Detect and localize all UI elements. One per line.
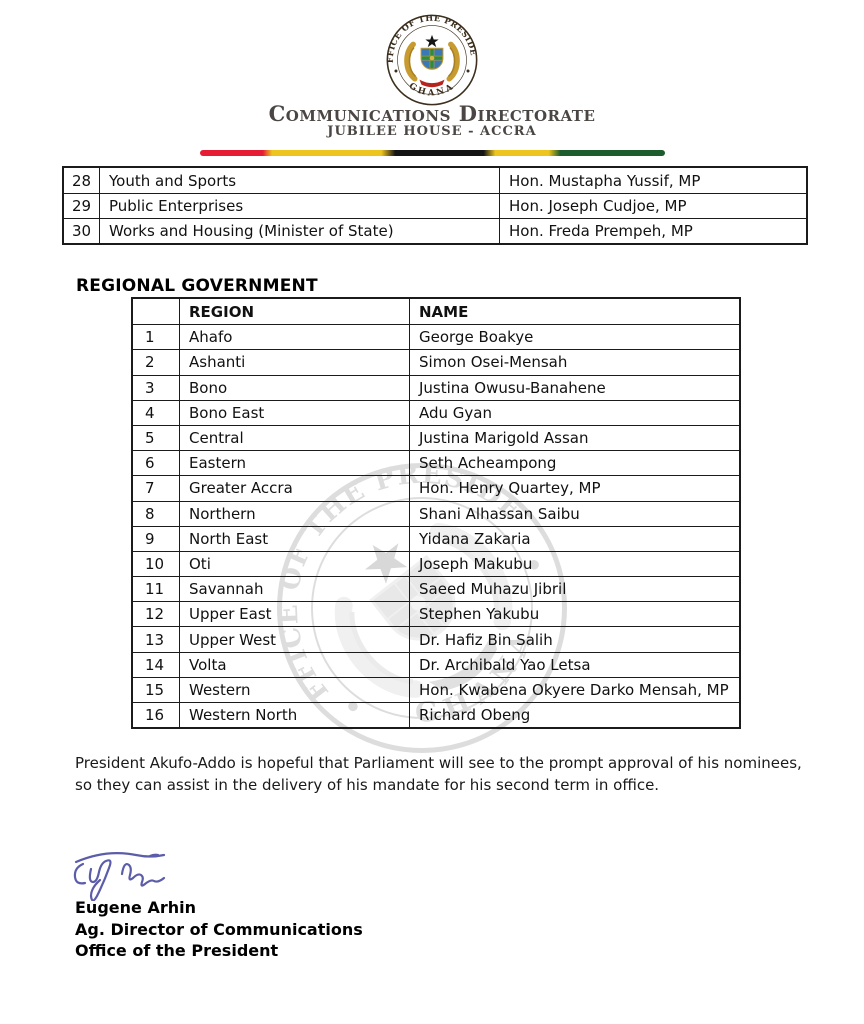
regional-region: Western (179, 677, 409, 702)
minister-portfolio: Youth and Sports (99, 168, 499, 193)
regional-ministers-table (131, 297, 741, 729)
regional-header-number (133, 299, 179, 324)
minister-row-number: 30 (64, 218, 99, 243)
regional-row-number: 8 (133, 501, 179, 526)
signature-ink (75, 853, 164, 900)
regional-region: Western North (179, 702, 409, 727)
regional-minister-name: Seth Acheampong (409, 450, 739, 475)
regional-minister-name: Dr. Archibald Yao Letsa (409, 652, 739, 677)
regional-row-number: 6 (133, 450, 179, 475)
minister-portfolio: Works and Housing (Minister of State) (99, 218, 499, 243)
minister-row-number: 29 (64, 193, 99, 218)
minister-portfolio: Public Enterprises (99, 193, 499, 218)
signoff-name: Eugene Arhin (75, 898, 196, 917)
regional-region: Bono (179, 375, 409, 400)
regional-row-number: 9 (133, 526, 179, 551)
document-title: Communications Directorate (268, 101, 596, 126)
regional-row-number: 3 (133, 375, 179, 400)
regional-row-number: 2 (133, 349, 179, 374)
regional-minister-name: Joseph Makubu (409, 551, 739, 576)
regional-minister-name: Yidana Zakaria (409, 526, 739, 551)
regional-region: Upper East (179, 601, 409, 626)
regional-minister-name: Simon Osei-Mensah (409, 349, 739, 374)
regional-row-number: 12 (133, 601, 179, 626)
regional-region: Northern (179, 501, 409, 526)
regional-row-number: 7 (133, 475, 179, 500)
minister-name: Hon. Freda Prempeh, MP (499, 218, 806, 243)
minister-name: Hon. Joseph Cudjoe, MP (499, 193, 806, 218)
regional-header-name: NAME (409, 299, 739, 324)
regional-region: Central (179, 425, 409, 450)
minister-row-number: 28 (71, 171, 92, 190)
regional-header-region: REGION (179, 299, 409, 324)
signoff-title: Ag. Director of Communications (75, 919, 363, 939)
regional-region: Volta (179, 652, 409, 677)
document-subtitle: JUBILEE HOUSE - ACCRA (327, 124, 537, 139)
regional-region: Eastern (179, 450, 409, 475)
regional-row-number: 10 (133, 551, 179, 576)
regional-minister-name: Adu Gyan (409, 400, 739, 425)
regional-row-number: 14 (133, 652, 179, 677)
regional-region: Bono East (179, 400, 409, 425)
regional-minister-name: Justina Owusu-Banahene (409, 375, 739, 400)
ministers-table (62, 166, 808, 245)
presidential-seal-logo (385, 13, 479, 107)
regional-region: Ashanti (179, 349, 409, 374)
regional-minister-name: Shani Alhassan Saibu (409, 501, 739, 526)
ghana-flag-divider (200, 150, 665, 156)
minister-name: Hon. Mustapha Yussif, MP (499, 168, 806, 193)
regional-minister-name: Hon. Henry Quartey, MP (409, 475, 739, 500)
regional-row-number: 5 (133, 425, 179, 450)
regional-row-number: 13 (133, 626, 179, 651)
regional-row-number: 1 (133, 324, 179, 349)
regional-region: Ahafo (179, 324, 409, 349)
regional-region: Upper West (179, 626, 409, 651)
regional-minister-name: George Boakye (409, 324, 739, 349)
regional-minister-name: Hon. Kwabena Okyere Darko Mensah, MP (409, 677, 739, 702)
regional-minister-name: Saeed Muhazu Jibril (409, 576, 739, 601)
regional-row-number: 15 (133, 677, 179, 702)
regional-region: Savannah (179, 576, 409, 601)
signoff-block (75, 897, 363, 962)
regional-minister-name: Richard Obeng (409, 702, 739, 727)
handwritten-signature (70, 843, 180, 901)
regional-minister-name: Justina Marigold Assan (409, 425, 739, 450)
regional-row-number: 11 (133, 576, 179, 601)
regional-region: Oti (179, 551, 409, 576)
regional-government-heading: REGIONAL GOVERNMENT (76, 276, 318, 296)
closing-paragraph: President Akufo-Addo is hopeful that Parliament will see to the prompt approval of his nominees, so they can assist in the delivery of his mandate for his second term in office. (75, 754, 802, 794)
regional-region: North East (179, 526, 409, 551)
regional-minister-name: Dr. Hafiz Bin Salih (409, 626, 739, 651)
regional-row-number: 4 (133, 400, 179, 425)
regional-minister-name: Stephen Yakubu (409, 601, 739, 626)
signoff-office: Office of the President (75, 941, 279, 960)
regional-region: Greater Accra (179, 475, 409, 500)
regional-row-number: 16 (133, 702, 179, 727)
